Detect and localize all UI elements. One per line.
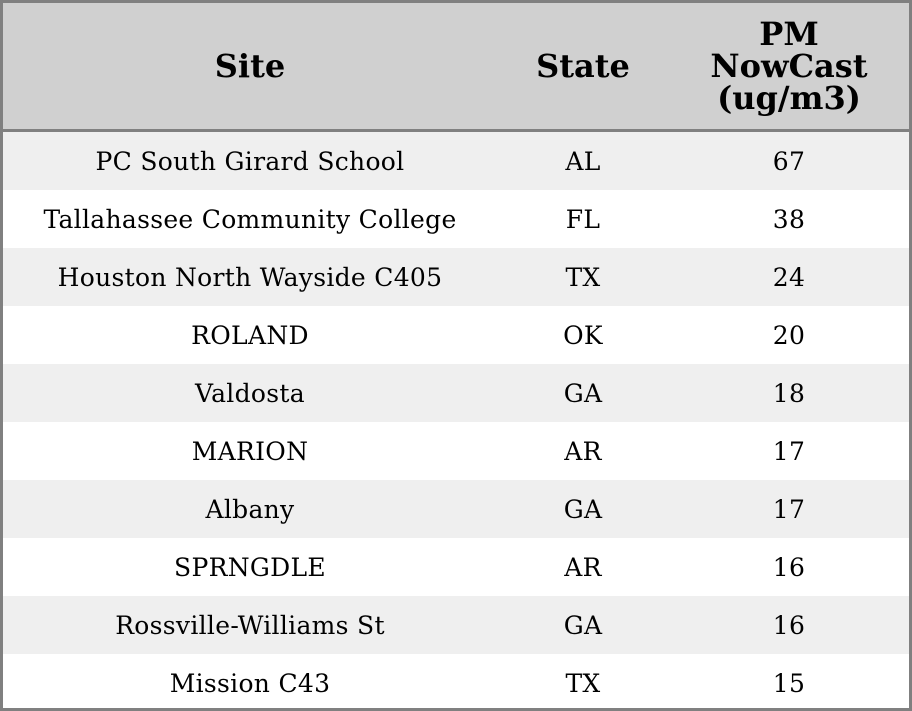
table-row: [3, 480, 909, 538]
table-row: [3, 190, 909, 248]
table-row: [3, 422, 909, 480]
column-header-state: State: [536, 47, 630, 85]
cell-site: Albany: [205, 494, 295, 524]
cell-site: SPRNGDLE: [174, 552, 326, 582]
cell-pm-nowcast: 38: [772, 204, 806, 234]
cell-state: AR: [564, 436, 602, 466]
cell-pm-nowcast: 16: [772, 610, 806, 640]
table-row: [3, 364, 909, 422]
cell-site: Valdosta: [195, 378, 305, 408]
cell-state: AR: [564, 552, 602, 582]
column-header-site: Site: [214, 47, 286, 85]
cell-state: GA: [563, 378, 603, 408]
cell-pm-nowcast: 16: [772, 552, 806, 582]
cell-site: ROLAND: [191, 320, 309, 350]
cell-state: TX: [565, 668, 601, 698]
cell-site: Houston North Wayside C405: [57, 262, 443, 292]
cell-pm-nowcast: 15: [772, 668, 806, 698]
cell-state: OK: [563, 320, 603, 350]
cell-site: Mission C43: [169, 668, 331, 698]
cell-pm-nowcast: 17: [772, 436, 806, 466]
cell-pm-nowcast: 17: [772, 494, 806, 524]
cell-pm-nowcast: 24: [772, 262, 806, 292]
cell-pm-nowcast: 20: [772, 320, 806, 350]
table-row: [3, 248, 909, 306]
table-header: [3, 3, 909, 132]
table-row: [3, 306, 909, 364]
cell-state: GA: [563, 610, 603, 640]
cell-state: AL: [565, 146, 601, 176]
cell-pm-nowcast: 67: [772, 146, 806, 176]
cell-site: PC South Girard School: [95, 146, 405, 176]
table-row: [3, 538, 909, 596]
cell-pm-nowcast: 18: [772, 378, 806, 408]
cell-state: TX: [565, 262, 601, 292]
table-row: [3, 132, 909, 190]
cell-site: Tallahassee Community College: [43, 204, 457, 234]
cell-state: GA: [563, 494, 603, 524]
table-row: [3, 596, 909, 654]
column-header-pm-nowcast: PM NowCast (ug/m3): [710, 15, 868, 117]
cell-site: Rossville-Williams St: [115, 610, 385, 640]
cell-state: FL: [565, 204, 601, 234]
table-row: [3, 654, 909, 711]
cell-site: MARION: [191, 436, 309, 466]
